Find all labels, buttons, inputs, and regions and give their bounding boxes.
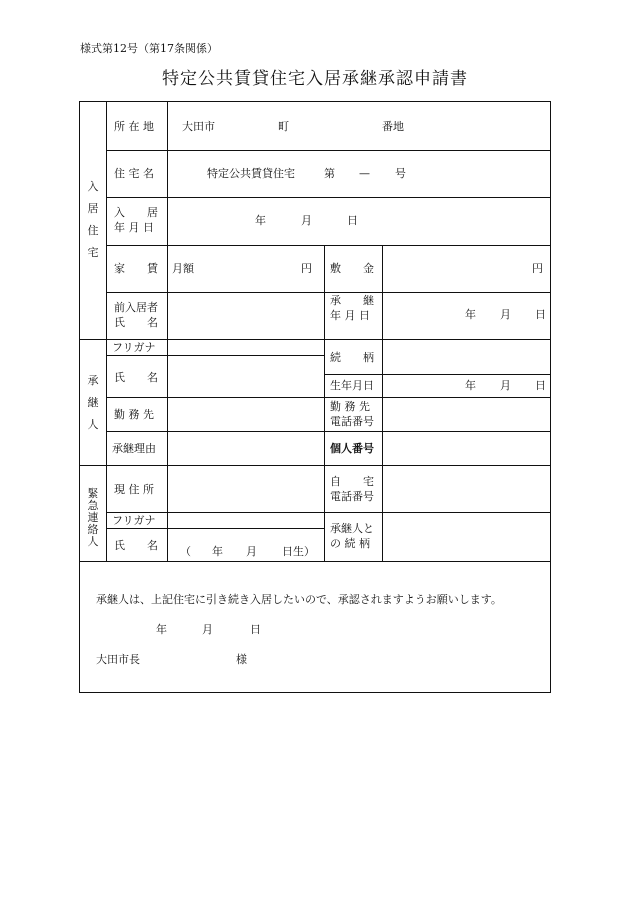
rent-monthly: 月額 (172, 262, 194, 275)
row-divider (324, 374, 551, 375)
succession-year: 年 (465, 308, 476, 321)
deposit-yen: 円 (532, 262, 543, 275)
declaration-day: 日 (250, 623, 261, 636)
row-divider (106, 150, 551, 151)
declaration-month: 月 (202, 623, 213, 636)
row-divider (106, 528, 324, 529)
column-divider (382, 245, 383, 561)
successor-relation-label: 続 柄 (330, 351, 374, 364)
form-number: 様式第12号（第17条関係） (80, 42, 218, 55)
move-in-year: 年 (255, 214, 266, 227)
emergency-name-label: 氏 名 (114, 539, 158, 552)
row-divider (106, 292, 551, 293)
row-divider (106, 355, 324, 356)
house-number-suffix: 号 (395, 167, 406, 180)
declaration-statement: 承継人は、上記住宅に引き続き入居したいので、承認されますようお願いします。 (96, 593, 502, 606)
row-divider (106, 245, 551, 246)
succession-reason-label: 承継理由 (112, 442, 156, 455)
row-divider (106, 397, 551, 398)
emergency-birth-open: （ (180, 545, 191, 558)
successor-work-phone-label: 勤 務 先 電話番号 (330, 400, 374, 428)
house-number-dash: — (359, 167, 370, 180)
section-divider (79, 561, 551, 562)
emergency-birth-year: 年 (212, 545, 223, 558)
move-in-day: 日 (347, 214, 358, 227)
deposit-label: 敷 金 (330, 262, 374, 275)
address-lot: 番地 (382, 120, 404, 133)
rent-yen: 円 (301, 262, 312, 275)
address-town: 町 (278, 120, 289, 133)
successor-birth-month: 月 (500, 379, 511, 392)
column-divider (106, 101, 107, 561)
section-divider (79, 465, 551, 466)
successor-workplace-label: 勤 務 先 (114, 408, 154, 421)
emergency-address-label: 現 住 所 (114, 483, 154, 496)
successor-birth-year: 年 (465, 379, 476, 392)
house-number-prefix: 第 (324, 167, 335, 180)
emergency-birth-day: 日生） (282, 545, 315, 558)
row-divider (106, 431, 551, 432)
addressee-honorific: 様 (236, 653, 247, 666)
section-label-successor: 承 継 人 (87, 374, 99, 431)
house-name-label: 住 宅 名 (114, 167, 154, 180)
successor-birth-day: 日 (535, 379, 546, 392)
address-label: 所 在 地 (114, 120, 154, 133)
my-number-label: 個人番号 (330, 442, 374, 455)
column-divider (324, 245, 325, 561)
successor-furigana-label: フリガナ (112, 341, 156, 354)
house-name-value: 特定公共賃貸住宅 (207, 167, 295, 180)
document-title: 特定公共賃貸住宅入居承継承認申請書 (162, 69, 468, 89)
address-city: 大田市 (182, 120, 215, 133)
column-divider (167, 101, 168, 561)
rent-label: 家 賃 (114, 262, 158, 275)
section-label-emergency: 緊 急 連 絡 人 (87, 487, 99, 548)
emergency-home-phone-label: 自 宅 電話番号 (330, 475, 374, 503)
move-in-date-label: 入 居 年 月 日 (114, 206, 158, 234)
move-in-month: 月 (301, 214, 312, 227)
row-divider (106, 512, 551, 513)
row-divider (106, 197, 551, 198)
emergency-furigana-label: フリガナ (112, 514, 156, 527)
section-label-residence: 入 居 住 宅 (87, 180, 99, 259)
successor-name-label: 氏 名 (114, 371, 158, 384)
succession-date-label: 承 継 年 月 日 (330, 294, 374, 322)
previous-tenant-label: 前入居者 氏 名 (114, 301, 158, 329)
emergency-relation-label: 承継人と の 続 柄 (330, 522, 374, 550)
succession-day: 日 (535, 308, 546, 321)
successor-birthdate-label: 生年月日 (330, 379, 374, 392)
declaration-year: 年 (156, 623, 167, 636)
succession-month: 月 (500, 308, 511, 321)
emergency-birth-month: 月 (246, 545, 257, 558)
addressee: 大田市長 (96, 653, 140, 666)
